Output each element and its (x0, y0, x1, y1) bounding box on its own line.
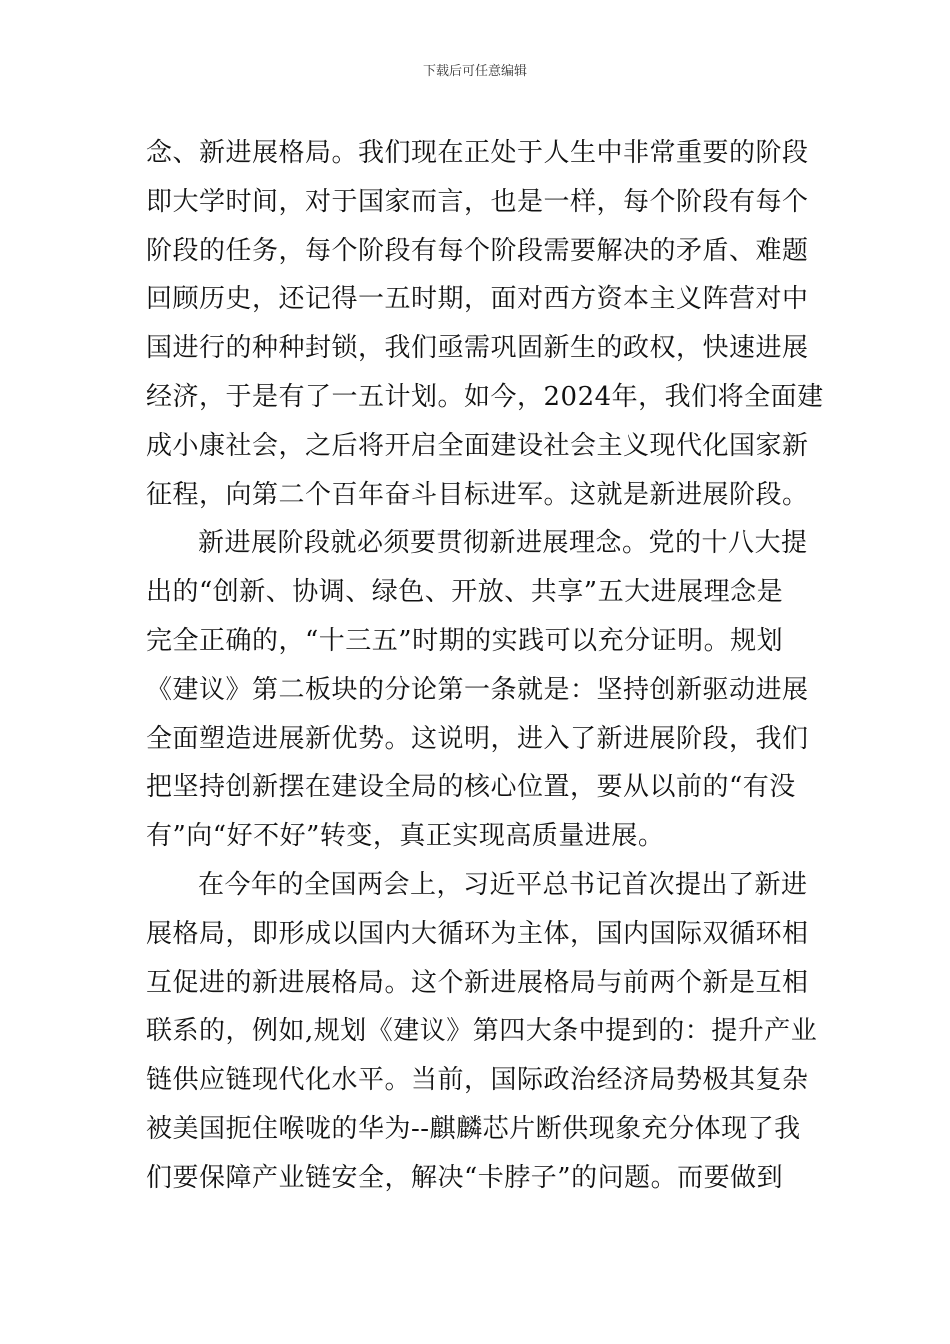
text-line: 有”向“好不好”转变，真正实现高质量进展。 (146, 821, 665, 852)
text-line: 互促进的新进展格局。这个新进展格局与前两个新是互相 (146, 967, 809, 998)
text-line: 国进行的种种封锁，我们亟需巩固新生的政权，快速进展 (146, 333, 809, 364)
text-line: 《建议》第二板块的分论第一条就是：坚持创新驱动进展 (146, 674, 809, 705)
text-line: 出的“创新、协调、绿色、开放、共享”五大进展理念是 (146, 577, 784, 608)
text-line: 念、新进展格局。我们现在正处于人生中非常重要的阶段 (146, 138, 809, 168)
text-line: 完全正确的，“十三五”时期的实践可以充分证明。规划 (146, 625, 784, 656)
page-header: 下载后可任意编辑 (422, 64, 527, 79)
text-line: 征程，向第二个百年奋斗目标进军。这就是新进展阶段。 (146, 479, 809, 510)
text-line: 把坚持创新摆在建设全局的核心位置，要从以前的“有没 (146, 772, 796, 803)
text-line: 联系的，例如,规划《建议》第四大条中提到的：提升产业 (146, 1016, 818, 1047)
text-line: 经济，于是有了一五计划。如今，2024年，我们将全面建 (146, 381, 824, 412)
text-line: 回顾历史，还记得一五时期，面对西方资本主义阵营对中 (146, 284, 809, 315)
paragraph-first-line: 新进展阶段就必须要贯彻新进展理念。党的十八大提 (198, 528, 808, 559)
text-line: 即大学时间，对于国家而言，也是一样，每个阶段有每个 (146, 186, 809, 217)
text-line: 成小康社会，之后将开启全面建设社会主义现代化国家新 (146, 430, 809, 461)
text-line: 展格局，即形成以国内大循环为主体，国内国际双循环相 (146, 918, 809, 949)
text-line: 全面塑造进展新优势。这说明，进入了新进展阶段，我们 (146, 723, 809, 754)
text-line: 被美国扼住喉咙的华为--麒麟芯片断供现象充分体现了我 (146, 1113, 801, 1144)
text-line: 链供应链现代化水平。当前，国际政治经济局势极其复杂 (146, 1065, 809, 1096)
paragraph-first-line: 在今年的全国两会上，习近平总书记首次提出了新进 (198, 869, 808, 900)
document-body (146, 129, 824, 1203)
text-line: 们要保障产业链安全，解决“卡脖子”的问题。而要做到 (146, 1162, 784, 1193)
text-line: 阶段的任务，每个阶段有每个阶段需要解决的矛盾、难题 (146, 235, 809, 266)
